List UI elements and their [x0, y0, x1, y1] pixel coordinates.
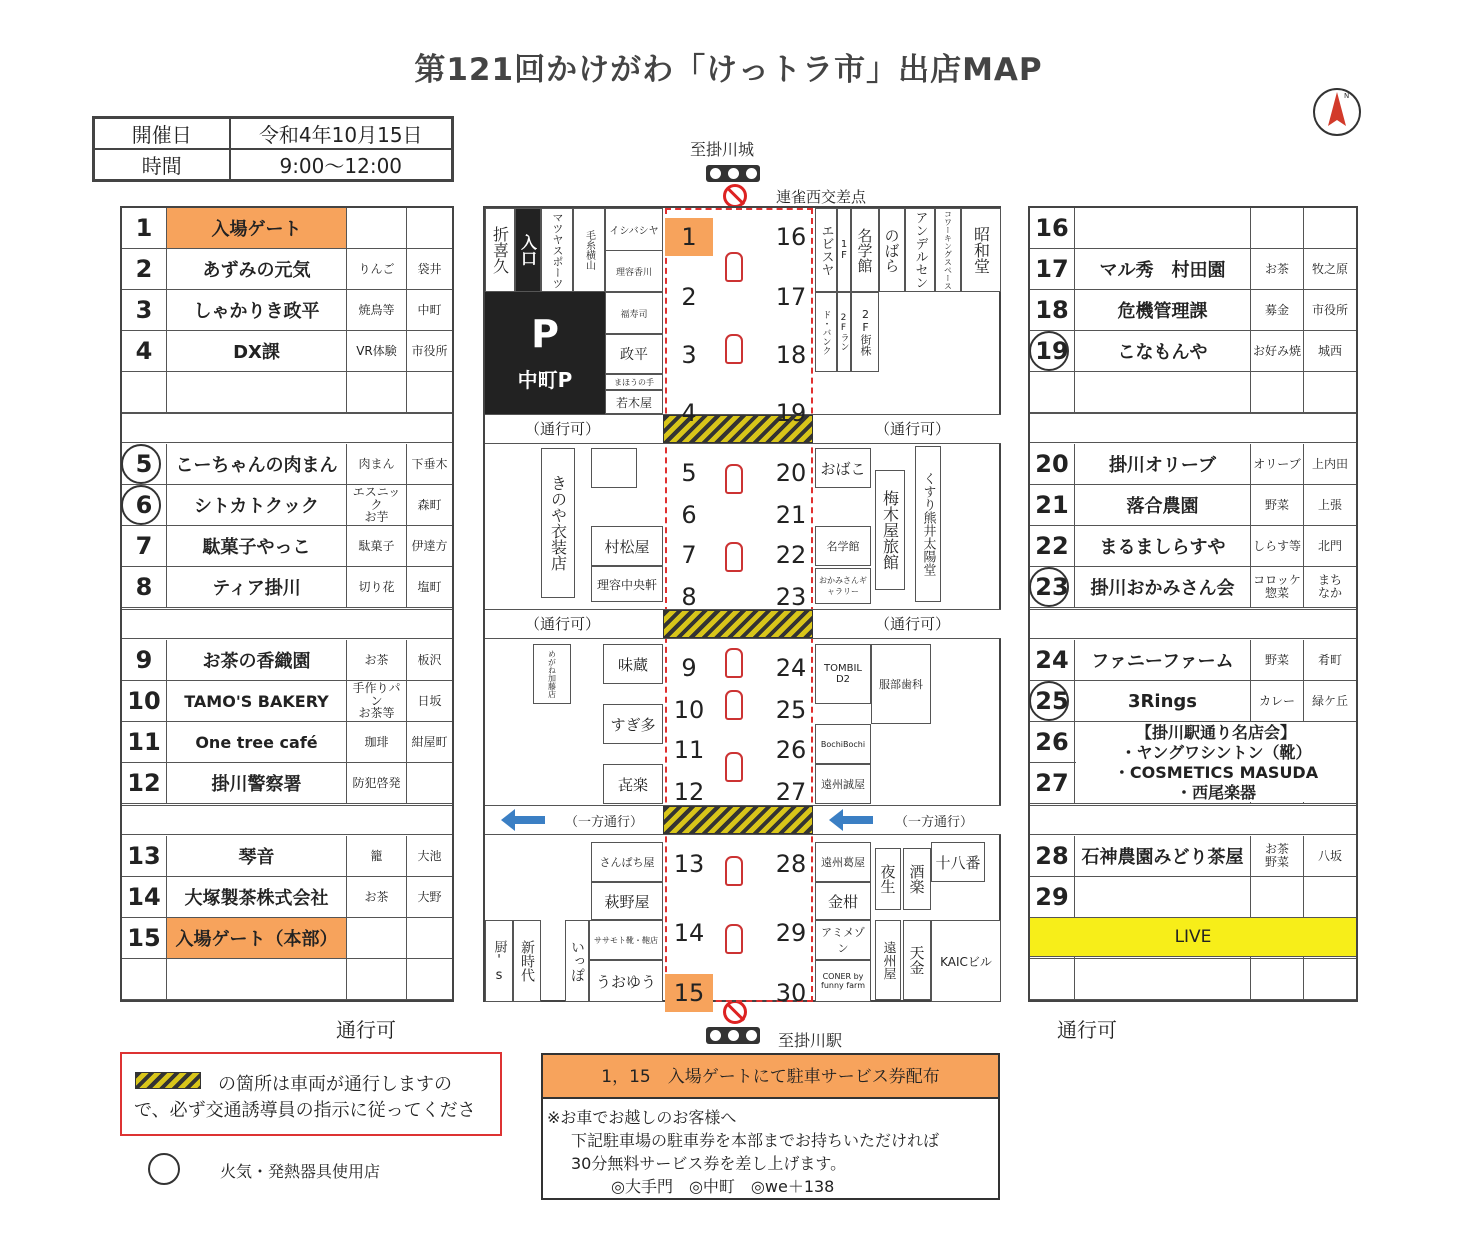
shop-bochi: BochiBochi [815, 724, 871, 764]
vendor-number: 18 [1030, 290, 1075, 331]
vendor-number: 7 [122, 526, 167, 567]
hatch-legend-text-2: で、必ず交通誘導員の指示に従ってくださ [134, 1100, 476, 1121]
vendor-name: こなもんや [1075, 331, 1251, 372]
shop-keito: 毛糸横山 [573, 208, 605, 292]
stall-number-east: 16 [775, 223, 807, 251]
vendor-number: 29 [1030, 877, 1075, 918]
fire-extinguisher-icon [725, 648, 743, 678]
vendor-category: 籠 [347, 836, 407, 877]
vendor-name [1075, 959, 1251, 1000]
vendor-category: 焼鳥等 [347, 290, 407, 331]
stall-number-west: 15 [665, 974, 713, 1012]
stall-number-west: 8 [681, 583, 697, 611]
shop-rikou-kagawa: 理容香川 [605, 250, 663, 292]
block-gap [122, 609, 452, 639]
vendor-category: お茶 [1251, 249, 1304, 290]
fire-extinguisher-icon [725, 752, 743, 782]
shop-tombil: TOMBIL D2 [815, 644, 871, 704]
vendor-category [1251, 959, 1304, 1000]
shop-umekiya: 梅木屋旅館 [875, 470, 905, 590]
meishokukai-title: 【掛川駅通り名店会】 [1135, 723, 1296, 742]
left-vendor-column [120, 206, 454, 1002]
event-info-table [92, 116, 454, 182]
entrance-sign: 入口 [515, 208, 541, 292]
stall-number-west: 1 [665, 218, 713, 256]
fire-use-circle-icon [121, 444, 161, 484]
vendor-area [1304, 959, 1356, 1000]
vendor-number: 5 [122, 444, 167, 485]
fire-extinguisher-icon [725, 252, 743, 282]
vendor-area: 城西 [1304, 331, 1356, 372]
vendor-name: 落合農園 [1075, 485, 1251, 526]
vendor-area: 北門 [1304, 526, 1356, 567]
vendor-area: 牧之原 [1304, 249, 1356, 290]
vendor-category [347, 208, 407, 249]
vendor-number: 15 [122, 918, 167, 959]
vendor-number: 9 [122, 640, 167, 681]
shop-1f: 1F [837, 208, 851, 292]
shop-shinjidai: 新時代 [513, 920, 541, 1002]
fire-use-circle-icon [121, 485, 161, 525]
shop-matsuya: マツヤスポーツ [541, 208, 573, 292]
vendor-number: 14 [122, 877, 167, 918]
shop-sugita: すぎ多 [603, 704, 663, 744]
vendor-number: 16 [1030, 208, 1075, 249]
vendor-category: お好み焼 [1251, 331, 1304, 372]
vendor-name: こーちゃんの肉まん [167, 444, 347, 485]
vendor-category [1251, 372, 1304, 413]
hatch-legend-swatch [135, 1072, 201, 1089]
no-entry-icon [723, 1000, 747, 1024]
pass-label-west: （通行可） [525, 420, 601, 438]
notice-line-1: ※お車でお越しのお客様へ [547, 1108, 737, 1127]
shop-meigakukan: 名学館 [851, 208, 879, 292]
shop-okami: おかみさんギャラリー [815, 568, 871, 604]
vendor-number: 23 [1030, 567, 1075, 608]
shop-showado: 昭和堂 [961, 208, 1001, 292]
vendor-category [1251, 208, 1304, 249]
vendor-name: 駄菓子やっこ [167, 526, 347, 567]
shop-shuraku: 酒楽 [903, 848, 931, 910]
vendor-number: 6 [122, 485, 167, 526]
event-date: 令和4年10月15日 [230, 118, 453, 150]
vendor-area: 上内田 [1304, 444, 1356, 485]
vendor-name: ファニーファーム [1075, 640, 1251, 681]
map-title: 第121回かけがわ「けっトラ市」出店MAP [414, 52, 1043, 88]
vendor-name: 掛川オリーブ [1075, 444, 1251, 485]
stall-number-west: 13 [673, 850, 705, 878]
vendor-area [407, 959, 452, 1000]
stall-number-east: 19 [775, 399, 807, 427]
vendor-area: 緑ケ丘 [1304, 681, 1356, 722]
shop-kusuri: くすり熊井太陽堂 [915, 446, 941, 602]
vendor-category: 肉まん [347, 444, 407, 485]
fire-extinguisher-icon [725, 334, 743, 364]
fire-extinguisher-icon [725, 542, 743, 572]
pass-label-west: （通行可） [525, 615, 601, 633]
hatch-legend-text-1: の箇所は車両が通行しますの [218, 1074, 452, 1095]
vendor-number: 20 [1030, 444, 1075, 485]
right-vendor-column [1028, 206, 1358, 1002]
event-time: 9:00～12:00 [230, 149, 453, 181]
vendor-category: コロッケ 惣菜 [1251, 567, 1304, 608]
stall-number-west: 11 [673, 736, 705, 764]
vendor-number: 4 [122, 331, 167, 372]
shop-ajikura: 味蔵 [603, 644, 663, 684]
vendor-area [407, 918, 452, 959]
vendor-name: マル秀 村田園 [1075, 249, 1251, 290]
fire-legend-circle-icon [148, 1153, 180, 1185]
street-block-map [483, 206, 1001, 1007]
vendor-category [347, 959, 407, 1000]
stall-number-east: 25 [775, 696, 807, 724]
vendor-area: 市役所 [1304, 290, 1356, 331]
shop-obako: おばこ [815, 448, 871, 488]
shop-mahounote: まほうの手 [605, 374, 663, 390]
meishokukai-shop-3: ・西尾楽器 [1175, 783, 1256, 802]
fire-extinguisher-icon [725, 924, 743, 954]
vendor-name: シトカトクック [167, 485, 347, 526]
shop-hagino: 萩野屋 [591, 882, 663, 920]
notice-line-4: ◎大手門 ◎中町 ◎we＋138 [611, 1177, 835, 1196]
shop-orikiku: 折喜久 [485, 208, 515, 292]
shop-kinkan: 金柑 [815, 882, 871, 920]
shop-dobank: ド・バンク [815, 292, 837, 372]
fire-legend-text: 火気・発熱器具使用店 [220, 1162, 381, 1181]
vendor-number: 22 [1030, 526, 1075, 567]
vendor-name: ティア掛川 [167, 567, 347, 608]
shop-rikochuo: 理容中央軒 [591, 566, 663, 602]
shop-empty [591, 448, 637, 488]
oneway-label-east: （一方通行） [895, 815, 974, 830]
fire-use-circle-icon [1029, 567, 1069, 607]
shop-meigaku2: 名学館 [815, 526, 871, 566]
vendor-name [167, 959, 347, 1000]
vendor-number: 21 [1030, 485, 1075, 526]
fire-extinguisher-icon [725, 464, 743, 494]
vendor-area [407, 372, 452, 413]
vendor-name: まるましらすや [1075, 526, 1251, 567]
vendor-number: 13 [122, 836, 167, 877]
pass-label-east: （通行可） [875, 420, 951, 438]
vendor-area [407, 763, 452, 804]
vendor-name: 掛川おかみさん会 [1075, 567, 1251, 608]
stall-number-west: 6 [681, 501, 697, 529]
pass-label-right: 通行可 [1057, 1018, 1117, 1042]
shop-juhachi: 十八番 [931, 842, 985, 882]
vendor-name [167, 372, 347, 413]
vendor-name: 入場ゲート（本部） [167, 918, 347, 959]
vendor-area: 大野 [407, 877, 452, 918]
vendor-name: 掛川警察署 [167, 763, 347, 804]
oneway-label-west: （一方通行） [565, 815, 644, 830]
vendor-area: 伊達方 [407, 526, 452, 567]
block-gap [1030, 413, 1356, 443]
vendor-area [407, 208, 452, 249]
stall-number-west: 5 [681, 459, 697, 487]
vendor-name: あずみの元気 [167, 249, 347, 290]
pass-label-left: 通行可 [336, 1018, 396, 1042]
vendor-area: 日坂 [407, 681, 452, 722]
vendor-name: 琴音 [167, 836, 347, 877]
vendor-category: お茶 [347, 640, 407, 681]
vendor-name: しゃかりき政平 [167, 290, 347, 331]
shop-amemizon: アミメゾン [815, 920, 871, 960]
shop-tenkin: 天金 [903, 920, 931, 1000]
stall-number-east: 17 [775, 283, 807, 311]
oneway-arrow-icon [515, 816, 545, 824]
shop-yoru: 夜生 [875, 848, 901, 910]
vendor-name: DX課 [167, 331, 347, 372]
vendor-number: 19 [1030, 331, 1075, 372]
stall-number-east: 22 [775, 541, 807, 569]
vendor-area: 中町 [407, 290, 452, 331]
vendor-area: 市役所 [407, 331, 452, 372]
compass-label: N [1344, 92, 1350, 100]
vendor-number [122, 372, 167, 413]
stall-number-east: 28 [775, 850, 807, 878]
vendor-category: りんご [347, 249, 407, 290]
vendor-category [347, 918, 407, 959]
shop-ippo: いっぽ [565, 920, 589, 1002]
shop-seihei: 政平 [605, 334, 663, 374]
vendor-category: 珈琲 [347, 722, 407, 763]
pass-label-east: （通行可） [875, 615, 951, 633]
stall-number-east: 26 [775, 736, 807, 764]
vendor-name: 危機管理課 [1075, 290, 1251, 331]
vendor-name [1075, 877, 1251, 918]
stall-number-east: 29 [775, 919, 807, 947]
live-area [1030, 917, 1356, 957]
stall-number-east: 27 [775, 778, 807, 806]
time-label: 時間 [94, 149, 230, 181]
vendor-area: 大池 [407, 836, 452, 877]
vendor-category: お茶 [347, 877, 407, 918]
vendor-number: 24 [1030, 640, 1075, 681]
vendor-area [1304, 372, 1356, 413]
vendor-category: 切り花 [347, 567, 407, 608]
shop-fukujuji: 福寿司 [605, 292, 663, 334]
shop-kimonoya: きのや衣装店 [541, 448, 575, 598]
stall-number-east: 23 [775, 583, 807, 611]
shop-enshu: 遠州誠屋 [815, 764, 871, 804]
vendor-category: VR体験 [347, 331, 407, 372]
vendor-name: 石神農園みどり茶屋 [1075, 836, 1251, 877]
vendor-area: 袋井 [407, 249, 452, 290]
stall-number-west: 14 [673, 919, 705, 947]
vendor-area: 板沢 [407, 640, 452, 681]
date-label: 開催日 [94, 118, 230, 150]
shop-kuriya: 厨's [485, 920, 513, 1002]
vendor-number: 8 [122, 567, 167, 608]
vendor-number [1030, 959, 1075, 1000]
block-gap [122, 805, 452, 835]
stall-number-east: 24 [775, 654, 807, 682]
vendor-name: 3Rings [1075, 681, 1251, 722]
shop-ishibashiya: イシバシヤ [605, 208, 663, 250]
parking-p-icon: P [531, 312, 559, 356]
shop-2f-ran: 2Fラン [837, 292, 851, 372]
shop-enshukuzu: 遠州葛屋 [815, 842, 871, 882]
vendor-name: お茶の香織園 [167, 640, 347, 681]
vendor-category: カレー [1251, 681, 1304, 722]
meishokukai-shop-1: ・ヤングワシントン（靴） [1120, 743, 1312, 762]
vendor-number: 17 [1030, 249, 1075, 290]
vendor-number: 26 [1030, 722, 1075, 763]
vendor-name: 大塚製茶株式会社 [167, 877, 347, 918]
shop-sasamoto: ササモト靴・鞄店 [589, 920, 663, 960]
vendor-name [1075, 208, 1251, 249]
vendor-number: 1 [122, 208, 167, 249]
vendor-number [122, 959, 167, 1000]
shop-2f-street: 2F街株 [851, 292, 879, 372]
vendor-number: 10 [122, 681, 167, 722]
parking-name: 中町P [517, 368, 573, 392]
intersection-label: 連雀西交差点 [776, 188, 867, 206]
stall-number-west: 2 [681, 283, 697, 311]
vendor-area: 紺屋町 [407, 722, 452, 763]
vendor-name: 入場ゲート [167, 208, 347, 249]
vendor-name: TAMO'S BAKERY [167, 681, 347, 722]
shop-sanpachiya: さんぱち屋 [591, 842, 663, 882]
vendor-area: 肴町 [1304, 640, 1356, 681]
notice-header: 1，15 入場ゲートにて駐車サービス券配布 [543, 1055, 998, 1099]
stall-number-west: 4 [681, 399, 697, 427]
vendor-number: 25 [1030, 681, 1075, 722]
vendor-number: 11 [122, 722, 167, 763]
traffic-light-icon [706, 1027, 760, 1044]
vendor-area: 下垂木 [407, 444, 452, 485]
vendor-category: エスニック お芋 [347, 485, 407, 526]
shop-kiraku: 㐂楽 [603, 764, 663, 804]
vendor-category: 駄菓子 [347, 526, 407, 567]
vendor-area: 塩町 [407, 567, 452, 608]
oneway-arrow-icon [843, 816, 873, 824]
stall-number-west: 9 [681, 654, 697, 682]
vendor-category: しらす等 [1251, 526, 1304, 567]
stall-number-east: 20 [775, 459, 807, 487]
vendor-category [347, 372, 407, 413]
vendor-number: 2 [122, 249, 167, 290]
shop-andelsen: アンデルセン [905, 208, 935, 292]
vendor-area: 八坂 [1304, 836, 1356, 877]
vendor-number: 27 [1030, 763, 1075, 804]
vendor-category: 手作りパン お茶等 [347, 681, 407, 722]
vendor-category [1251, 877, 1304, 918]
meishokukai-shop-2: ・COSMETICS MASUDA [1113, 763, 1319, 782]
compass-icon [1311, 86, 1363, 138]
shop-megane: めがね加藤店 [533, 644, 571, 704]
shop-wakakiya: 若木屋 [605, 390, 663, 414]
shop-kaic: KAICビル [931, 920, 1001, 1002]
vendor-area [1304, 877, 1356, 918]
stall-number-west: 12 [673, 778, 705, 806]
shop-blank: 村松屋 [591, 526, 663, 566]
vendor-category: お茶 野菜 [1251, 836, 1304, 877]
shop-uoyu: うおゆう [589, 960, 663, 1002]
vendor-area: まち なか [1304, 567, 1356, 608]
shop-enshuya: 遠州屋 [875, 920, 901, 1000]
stall-number-west: 10 [673, 696, 705, 724]
stall-number-east: 30 [775, 979, 807, 1007]
meishokukai-box [1076, 722, 1356, 802]
vendor-area [1304, 208, 1356, 249]
vendor-area: 上張 [1304, 485, 1356, 526]
shop-nobara: のばら [879, 208, 905, 292]
vendor-category: 防犯啓発 [347, 763, 407, 804]
shop-coner: CONER by funny farm [815, 960, 871, 1002]
stall-number-west: 3 [681, 341, 697, 369]
no-entry-icon [723, 184, 747, 208]
fire-use-circle-icon [1029, 331, 1069, 371]
shop-hattori: 服部歯科 [871, 644, 931, 724]
block-gap [1030, 609, 1356, 639]
fire-extinguisher-icon [725, 690, 743, 720]
vendor-area: 森町 [407, 485, 452, 526]
parking-notice [541, 1053, 1000, 1200]
vendor-category: 募金 [1251, 290, 1304, 331]
vendor-category: 野菜 [1251, 640, 1304, 681]
block-gap [122, 413, 452, 443]
traffic-light-icon [706, 165, 760, 182]
block-gap [1030, 805, 1356, 835]
parking-lot [485, 292, 605, 414]
fire-extinguisher-icon [725, 856, 743, 886]
stall-number-east: 21 [775, 501, 807, 529]
vendor-number: 3 [122, 290, 167, 331]
vendor-name: One tree café [167, 722, 347, 763]
shop-coworking: コワーキングスペース [935, 208, 961, 292]
north-direction: 至掛川城 [690, 140, 755, 159]
notice-line-3: 30分無料サービス券を差し上げます。 [571, 1154, 847, 1173]
vendor-name [1075, 372, 1251, 413]
vendor-number [1030, 372, 1075, 413]
vendor-category: 野菜 [1251, 485, 1304, 526]
notice-line-2: 下記駐車場の駐車券を本部までお持ちいただければ [571, 1131, 940, 1150]
stall-number-west: 7 [681, 541, 697, 569]
fire-use-circle-icon [1029, 681, 1069, 721]
south-direction: 至掛川駅 [778, 1031, 843, 1050]
live-label: LIVE [1174, 927, 1212, 947]
shop-ebisuya: エビスヤ [815, 208, 837, 292]
vendor-number: 28 [1030, 836, 1075, 877]
stall-number-east: 18 [775, 341, 807, 369]
vendor-category: オリーブ [1251, 444, 1304, 485]
vendor-number: 12 [122, 763, 167, 804]
